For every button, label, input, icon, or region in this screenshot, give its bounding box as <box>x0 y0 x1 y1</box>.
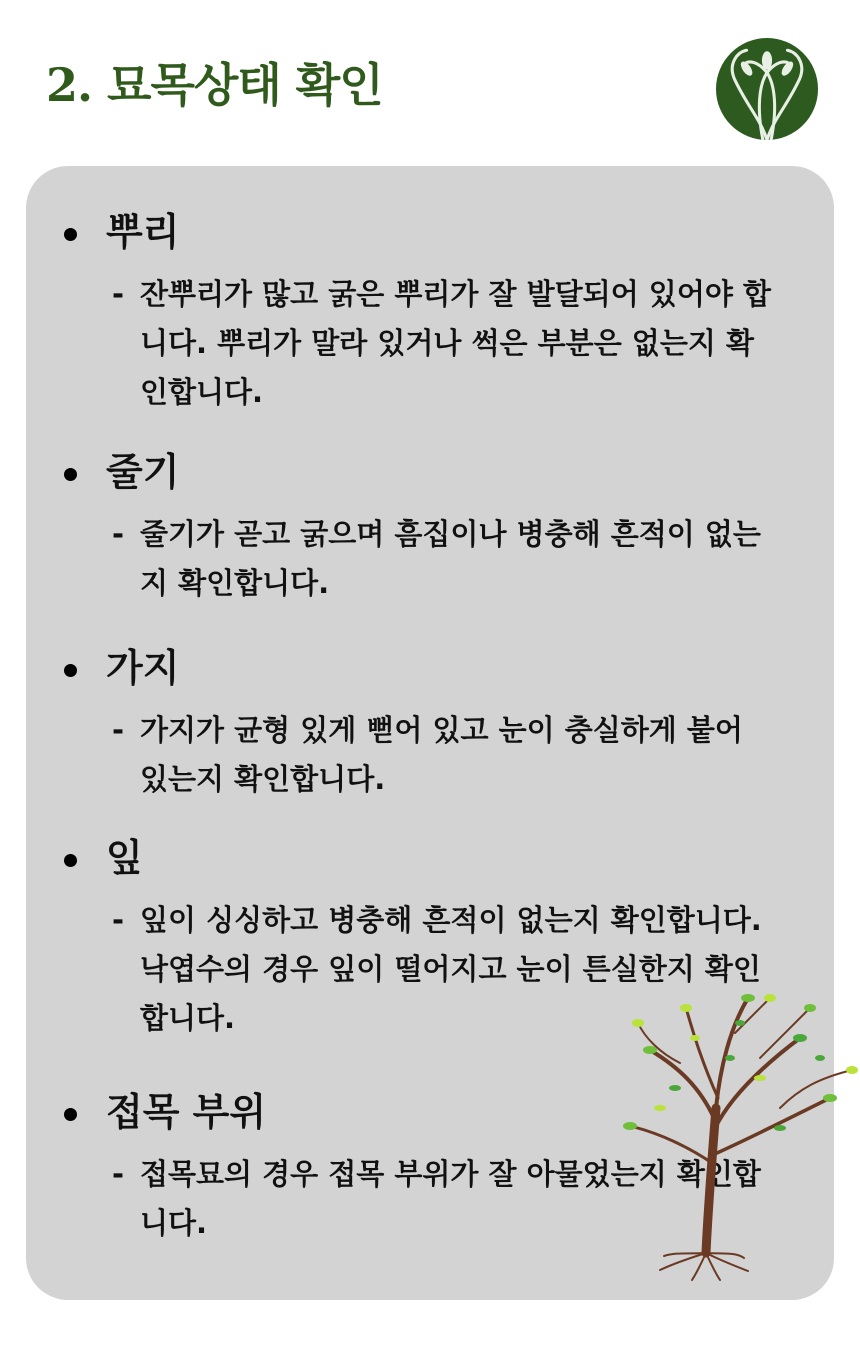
section-heading: 줄기 <box>106 450 180 494</box>
section-description <box>112 510 780 608</box>
section-heading: 가지 <box>106 646 180 690</box>
dash-marker: - <box>112 713 125 747</box>
description-text: 잎이 싱싱하고 병충해 흔적이 없는지 확인합니다. 낙엽수의 경우 잎이 떨어지고 눈이 튼실한지 확인합니다. <box>140 903 762 1035</box>
page-title: 2. 묘목상태 확인 <box>46 58 383 112</box>
description-text: 줄기가 곧고 굵으며 흠집이나 병충해 흔적이 없는지 확인합니다. <box>140 517 761 600</box>
section-description <box>112 270 780 417</box>
section-stem <box>26 444 834 608</box>
tree-emblem-icon <box>716 38 818 140</box>
section-heading: 뿌리 <box>106 210 180 254</box>
description-text: 가지가 균형 있게 뻗어 있고 눈이 충실하게 붙어 있는지 확인합니다. <box>140 713 743 796</box>
bullet-icon <box>64 664 77 677</box>
description-text: 접목묘의 경우 접목 부위가 잘 아물었는지 확인합니다. <box>140 1157 761 1240</box>
bullet-icon <box>64 1108 77 1121</box>
section-description <box>112 706 780 804</box>
bullet-icon <box>64 228 77 241</box>
bullet-icon <box>64 468 77 481</box>
section-branches <box>26 640 834 804</box>
dash-marker: - <box>112 1157 125 1191</box>
dash-marker: - <box>112 903 125 937</box>
dash-marker: - <box>112 277 125 311</box>
section-heading: 접목 부위 <box>106 1090 267 1134</box>
section-roots <box>26 204 834 417</box>
dash-marker: - <box>112 517 125 551</box>
bullet-icon <box>64 854 77 867</box>
description-text: 잔뿌리가 많고 굵은 뿌리가 잘 발달되어 있어야 합니다. 뿌리가 말라 있거나 썩은 부분은 없는지 확인합니다. <box>140 277 771 409</box>
tree-illustration <box>620 978 860 1283</box>
section-heading: 잎 <box>106 836 143 880</box>
